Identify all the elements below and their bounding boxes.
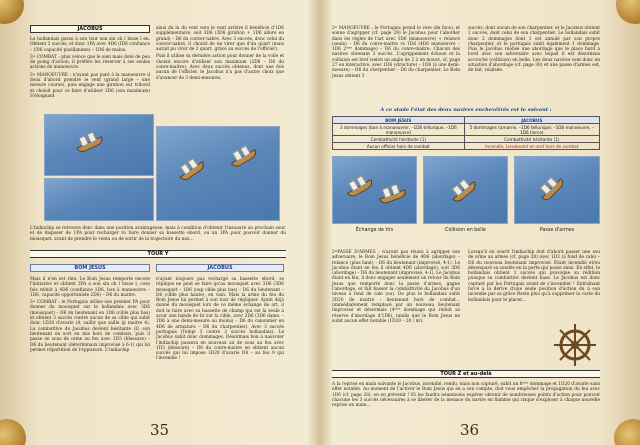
- ship-status-table: [332, 116, 600, 150]
- board-photo-exchange: [332, 156, 417, 224]
- page-number: 36: [460, 421, 480, 439]
- final-paragraph: A la reprise en main suivante le Jacobus, incendié, rendu, mais non capturé, subit un 6ᵉᵐᵉ dommage et 1D20 d'avarie sans effet notable. Au moment de l'activer le Bom Jesus qui en a son compte, doit vous empêcher la propagation du feu avec 1D6 (cf. page 28), en en prévenir ! Et les faudra néanmoins espérer obtenir de nombreuses points d'action pour pouvoir chacune les 3 succès nécessaires à se libérer de la menace du navire en flamme qui risque d'exploser à chaque nouvelle reprise en main...: [332, 382, 600, 409]
- header-jacobus: JACOBUS: [30, 25, 150, 33]
- tour-z-title: TOUR Z et au-delà: [332, 370, 600, 378]
- paragraph: 3• COMBAT : le Portugais utilise son premier PA pour donner du mousquet sur le hollandais avec 3D6 (mousquet) – D6 du lieutenant en 1D6 (cible plus bas) et obtient 3 succès contre aucun de sa cible qui subit donc 1D20 d'avarie (4, saillir que saille @ maitre 4). La combattive du Jacobus devient hésitante (D, son lieutenant en sort en mis hors de combats, puis il passe en sous de orme au feu avec 1D3 (blessure) – D6 du lieutenant (déterminaux improvisé à 6-1) qui lui permet répartition de l'éppissure. L'indiachip: [30, 300, 150, 353]
- paragraph: Mais il n'en est rien. Le Bom Jesus remporte encore l'initiative et obtient 3PA a son sin ob l hisse l, cose fois réduit à 4D6 (confiance 1D6, bon à manoeuvre – 1D6, capacité opportuniste 2D6) – D6 du maitre.: [30, 277, 150, 298]
- ship-wheel-ornament: [552, 322, 598, 368]
- board-photo-collision: [423, 156, 508, 224]
- table-header: BOM JESUS: [333, 117, 465, 124]
- bom-jesus-column: [30, 277, 150, 417]
- table-cell: 5 dommages (amarrie, –1D6 tellurique, –1D6 manoeuvre, –1D6 tierce): [464, 124, 599, 136]
- paragraph: n'ayant toujours pas rechargé sa bassette ebord, se réplique ne peut se faire qu'au mousquet avec 3D6 (3D6 mousquet – 1D6 (oup cible plus bas) – D6 du lieutenant – D6 (cible plus haute), en vain. Mais la arme du feu du Bom Jesus lui permet à son tour de répliquer. Ayant déjà donné du mousquet lors de ce même échange de art, il doit le faire avec sa bassette de champ qui est la seule à avoir une bande de tir sur la cible, avec 3D6 (3D6 dame, – 1D6 à une demi-mesure au moins) – D6 du canonnier en 4D6 de armature – D6 du charpentier). Avec 3 succès portugais (Tempi 3 contre 3 succès hollandais). Le Jacobus subit donc dommages. Désormais bon à nauvoter l'indiachip passera en nouveau au de sous au feu avec 1D3 (blessure) – D6 du conre-maitre en obtient aucun succès qui lui impose 1D20 d'avarie D8 – au feu 9 qui l'incendie !: [156, 277, 284, 362]
- paragraph: Le hollandais passe à son tour son sin ob l hisse l en. Obtient 2 succès, et donc 1PA avec 4D6 (ID6 confiance – 1D6 capacité pusillanime) – 1D6 de malus.: [30, 37, 150, 53]
- caption-exchange: Échange de tirs: [355, 228, 394, 233]
- ship-miniature: [536, 173, 566, 203]
- paragraph: 3•PASSE D'ARMES : n'ayant pas réussi à agripper son adversaire, le Bom Jesus bénéficie de 4D6 (abordage) – relance (plus haut) – D6 du lieutenant (improvisé, 4-1). Le Jacobus étant en feu il obtient 4D6 (abordage), soit 3D6 (abordage) – D6 du lieutenant (improvisé, 4-1). Le Jacobus étant en feu, il donc engager seulement un retour du Bom Jesus que remporte donc la passe d'armes, gagne l'abordage, et fait basser la combattivité du Jacobus d'un niveau à fond de cale (ou). De plus le hollandais subit 2D20 de maitre : lieutenant hors de combat... (immédiatement remplacé par un nouveau lieutenant improvisé et désormais (4ᵉᵐᵉ dommage qui réduit sa réserve d'abordage d'1D6), tandis que le Bom Jesus ne subit aucun effet notable (1D20 – 20 / mᶠ).: [332, 250, 460, 324]
- board-photo-1: [44, 114, 154, 176]
- board-photo-boarding: [514, 156, 600, 224]
- ship-miniature: [73, 130, 104, 155]
- right-column-2: [468, 26, 600, 106]
- compass-ornament-bottom-left: [0, 419, 26, 445]
- page-number: 35: [150, 421, 170, 439]
- ship-miniature: [176, 155, 207, 183]
- table-cell: 3 dommages (bon à manoeuvrer, –1D6 tellurique, –1D6 manoeuvre): [333, 124, 465, 136]
- right-page: [320, 0, 640, 445]
- paragraph: succès, dont aucun de son charpentier, et le Jacobus obtient 2 succès, dont celui de son charpentier. Le hollandais subit donc 2 dommages dont 1 est annulé par son propre charpentier, et le portugais subit également 1 dommage. Puis le Jacobus réalise une abordage que le place bord à bord avec son adversaire avec lequel il est désormais accroché (collision) en belle. Les deux navires sont donc en situation d'abordage (cf. page 30) et une passe d'armes est, de fait, réalisée.: [468, 26, 600, 74]
- caption-collision: Collision en belle: [445, 228, 486, 233]
- tour-y-title: TOUR Y: [30, 250, 286, 258]
- ship-miniature: [376, 183, 407, 206]
- paragraph: ainsi du lu du vent vers le vent arrière il bénéficie d'1D6 supplémentaire, soit 3D6 (3D6 giration + 1D6 allure en grand) – D6 du conver-nabre. Avec 3 succès, donc celui du conver-nabre, il choisit de ne virer que d'un quart (mais aurait pu virer de 2 quart, grâce au succès de l'officier).: [156, 26, 284, 53]
- bom-jesus-boarding-column: [332, 250, 460, 370]
- paragraph: 3• MANOEUVRE : n'ayant pas paré à la manoeuvre il doux d'abord prendre le vent (grand large – une mesure course), puis engage une giration sur tribord et choisit pour ce faire d'utiliser 3D6 (son maximum) S'éloignant: [30, 72, 150, 99]
- ship-miniature: [343, 173, 374, 199]
- paragraph: Puis il utilise sa dernière action pour donner de la voile et choisit encore d'utiliser son maximum (2D6 – D6 du conre-maitre). Avec deux succès obtenus, dont une fois aucun de l'officier, le Jacobus n'a pas d'autre choix que d'avancer de 3 demi-mesures.: [156, 54, 284, 81]
- table-row: [333, 143, 600, 150]
- table-row: [333, 124, 600, 136]
- table-cell: Combattivité hésitante (1): [464, 136, 599, 143]
- right-column-1: [332, 26, 460, 106]
- photo-caption-paragraph: L'indiachip se retrouve donc dans une position avantageuse, mais à condition d'obtenir l'insuaure au prochain sour, et de disposer de 1PA pour recharger ro faire donner sa bassette ebord, ou un 1PA pour pouvoir donner du mousquet, avant de prendre le venta ou de sortir de la trajectoire du nau...: [30, 226, 286, 242]
- ship-miniature: [227, 143, 258, 169]
- section-title: A ce stade l'état des deux navires enchevêtrés est le suivant :: [380, 107, 552, 113]
- table-cell: Incendie, Lieutenant en sort hors de combat: [464, 143, 599, 150]
- paragraph: 3• MANOEUVRE : le Portugais prend le vers (de face), et sonne d'agripper (cf. page 29) le Jacobus pour l'aborder dans les règles de l'art avec 1D6 (manoeuvre) + relance (seule) – D6 du conre-maitre vs 1D6 (4D6 manoeuvre –1D6 2ᵉᵐᵉ dommage) – D6 du conre-maitre. Chacun des navires obtenant 3 succès. L'agrippement échoue et la collision est bref (selon un angle de 2 à un mouvt, cf. page 27 en intéractive, avec 1D6 (structure) – 1D6 (à une demi-mesure) – D6 du cherpentier – D6 du charpentier. Le Bom Jesus obtient 3: [332, 26, 460, 79]
- header-bom-jesus: BOM JESUS: [30, 264, 150, 272]
- ship-miniature: [448, 176, 478, 205]
- board-photo-2: [156, 126, 280, 221]
- compass-ornament-top-right: [616, 0, 640, 24]
- caption-boarding: Passe d'armes: [539, 228, 575, 233]
- compass-ornament-top-left: [0, 0, 24, 24]
- table-header: JACOBUS: [464, 117, 599, 124]
- table-cell: Combattivité hésitante (1): [333, 136, 465, 143]
- jacobus-column: [156, 277, 284, 417]
- paragraph: Lorsqu'il en sourit l'indiachip doit d'abord passer une sou de orme au armes (cf. page 28) avec 1D3 (à fond de cale) – D6 du nouveau lieutenant improvisé. Étant incendié et/ou désemparé sa sondée en la perte qui passe ainsi. En effet, le hollandais obtient 1 succès qui provoque sa rédition puisque sa combattivé devient base. Le Jacobus est donc capturé par les Portugais avant de s'incendier ! Entraînant forcé à la dérive d'une seule position d'action du à son incendie par sa grâce Reste plus qu'à supprimer la carte du hollandais pour le placer...: [468, 250, 600, 303]
- jacobus-boarding-column: [468, 250, 600, 320]
- board-photo-3: [44, 178, 154, 221]
- table-row: [333, 136, 600, 143]
- compass-ornament-bottom-right: [614, 419, 640, 445]
- table-cell: Aucun officier hors de combat: [333, 143, 465, 150]
- paragraph: 3• COMBAT : plus veloce que le sien mais doté de peu de poing d'action, il préfère les réserver à ses seules actions de manoeuvre.: [30, 54, 150, 71]
- header-jacobus: JACOBUS: [156, 264, 284, 272]
